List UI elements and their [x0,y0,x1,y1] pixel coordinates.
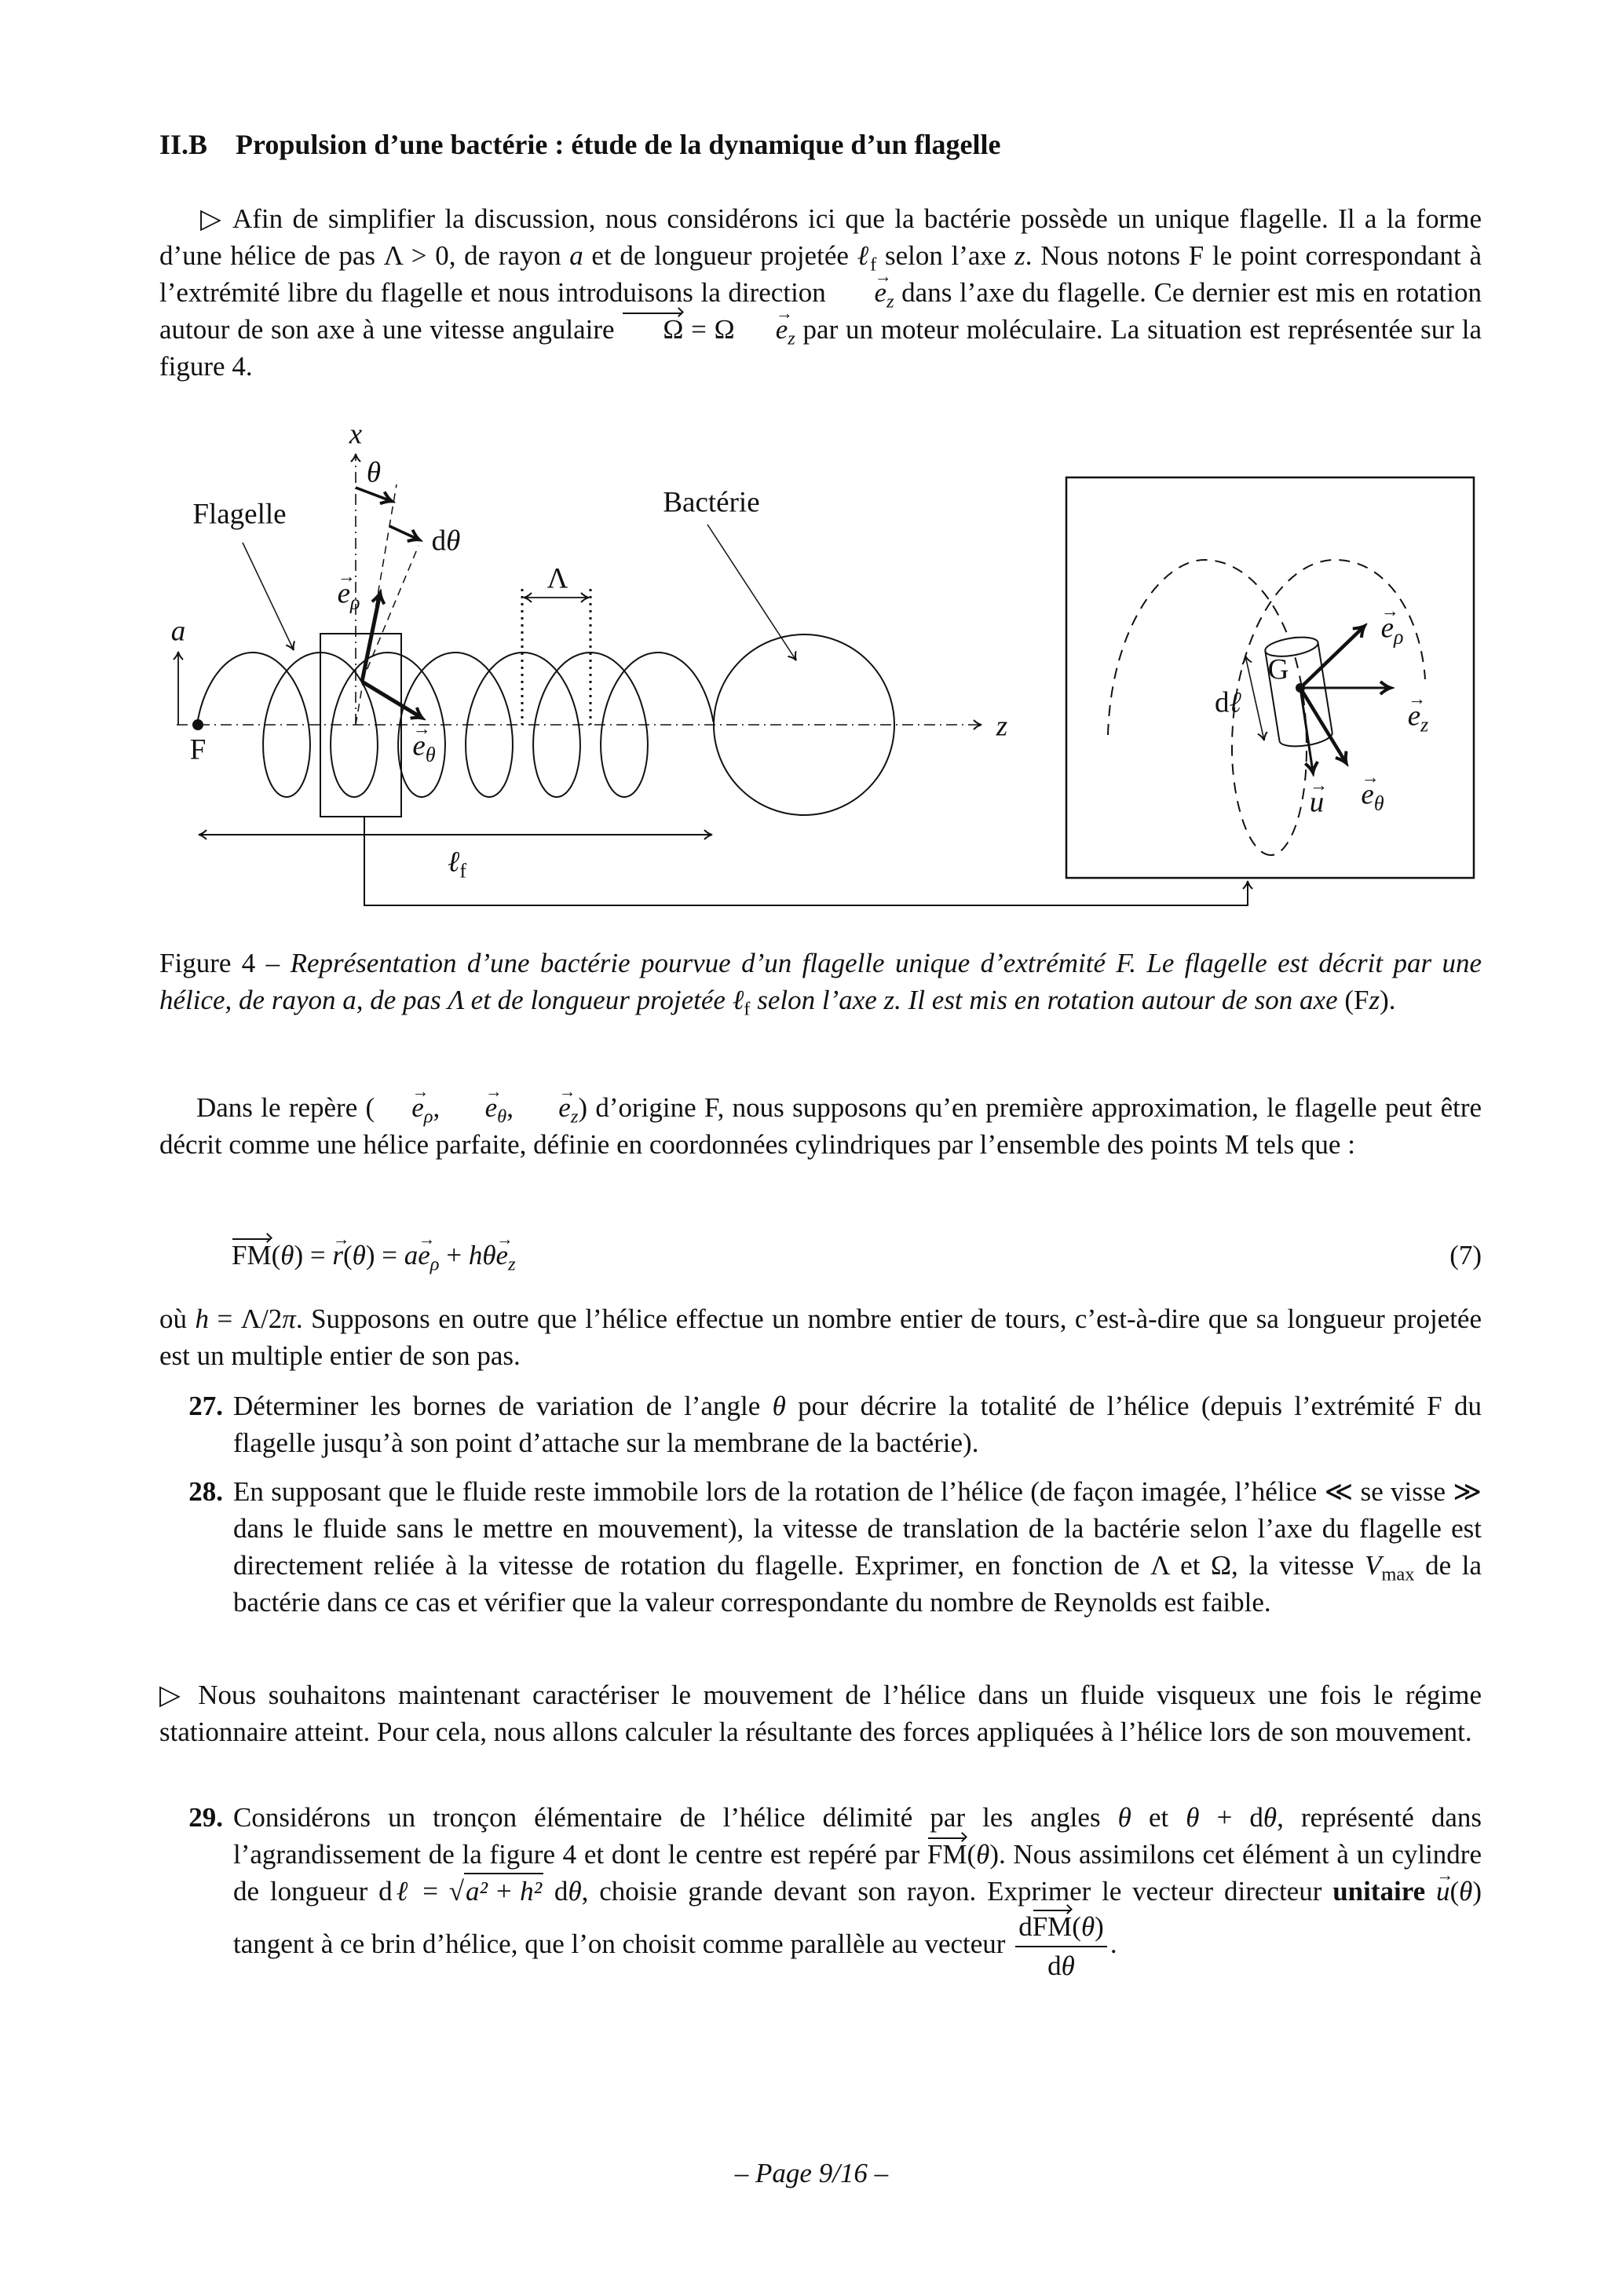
equation-number: (7) [1449,1240,1482,1270]
math-italic: θ [280,1240,294,1270]
text-run: ). [1380,985,1396,1015]
label-lf-sub: f [459,859,467,883]
text-run: Figure 4 – [159,948,291,978]
flagelle-pointer [243,543,294,650]
inset-label-u-base: → u [1310,788,1325,817]
vector-base: → e [735,316,788,343]
point-G [1296,683,1305,693]
math-italic: θ [976,1839,990,1870]
label-lf-l: ℓ [447,846,460,879]
equation-7 [159,1237,1482,1274]
text-run: = [411,1876,449,1907]
zoom-connector [364,817,1248,905]
label-e-rho-base: → e [338,579,350,609]
inset-label-e-rho [1380,612,1404,649]
text-run [1425,1876,1436,1907]
text-run: = Ω [683,314,735,345]
math-italic: θ [1459,1876,1473,1907]
math-italic: θ [1263,1802,1278,1833]
label-e-rho [337,577,360,614]
math-italic: V [1364,1550,1382,1581]
label-F: F [189,733,207,766]
inset-label-e-theta-base: → e [1361,781,1373,810]
fraction-denominator [1044,1947,1078,1983]
dtheta-line [362,546,419,682]
vector-subscript: z [886,291,894,313]
question-29 [233,1799,1482,1983]
section-title: Propulsion d’une bactérie : étude de la dynamique d’un flagelle [236,129,1001,160]
inset-e-rho-arrow [1300,627,1364,688]
text-run: ▷ Afin de simplifier la discussion, nous considérons ici que la bactérie possède un unique flagelle. Il a la forme d’une hélice de pas Λ > 0, de rayon [159,203,1482,271]
text-run: + d [1199,1802,1263,1833]
math-italic: Représentation d’une bactérie pourvue d’un flagelle unique d’extrémité F. Le flagelle est décrit par une hélice, de rayon a, de pas Λ et de longueur projetée ℓ [159,948,1482,1015]
vector-base: → r [332,1241,343,1269]
square-root [449,1877,543,1905]
label-e-theta-sub: θ [425,743,436,766]
fraction-numerator [1015,1910,1107,1947]
question-28-number: 28. [188,1476,223,1507]
label-dtheta [432,527,461,556]
text-run: Considérons un tronçon élémentaire de l’hélice délimité par les angles [233,1802,1118,1833]
inset-label-dl [1215,686,1241,719]
question-28 [233,1473,1482,1621]
math-italic: a [569,240,583,271]
inset-label-dl-l: ℓ [1229,686,1241,719]
label-bacterie: Bactérie [663,486,760,519]
text-run: où [159,1303,196,1334]
inset-label-e-theta-sub: θ [1373,792,1384,815]
text-run: Déterminer les bornes de variation de l’angle [233,1391,773,1421]
text-run: . Nous notons F le point correspondant à l’extrémité libre du flagelle et nous introduisons la direction [159,240,1482,308]
text-run: pour décrire la totalité de l’hélice (depuis l’extrémité F du flagelle jusqu’à son point d’attache sur la membrane de la bactérie). [233,1391,1482,1458]
vector-base: → e [521,1094,571,1121]
text-run: ) [1095,1911,1104,1942]
text-run: , [506,1092,522,1123]
math-italic: θ [772,1391,786,1421]
math-italic: z [1369,985,1380,1015]
math-italic: ℓ [857,240,871,271]
text-run: , [433,1092,448,1123]
label-x: x [349,418,363,451]
text-run: d [543,1876,568,1907]
text-run: selon l’axe [876,240,1015,271]
vector [495,1240,516,1275]
text-run: ( [342,1240,353,1270]
math-italic: z [1014,240,1025,271]
overrightarrow-vector: FM [1032,1911,1073,1942]
section-number: II.B [159,129,208,160]
text-run: (F [1344,985,1369,1015]
subscript: f [744,998,751,1020]
math-italic: θ [1117,1802,1131,1833]
vector-base: → e [448,1094,498,1121]
text-run: par un moteur moléculaire. La situation est représentée sur la figure 4. [159,314,1482,382]
label-theta: θ [366,456,382,489]
e-rho-arrow [362,594,380,682]
math-italic: ℓ [392,1876,412,1907]
bacterie-pointer [707,525,796,660]
text-run: et [1131,1802,1186,1833]
subscript: max [1381,1563,1415,1585]
dtheta-arrow [389,526,419,539]
math-italic: h [195,1303,209,1334]
inset-label-e-z-sub: z [1420,713,1429,737]
inset-label-G: G [1267,653,1289,686]
vector-subscript: z [570,1106,579,1128]
text-run: ) d’origine F, nous supposons qu’en première approximation, le flagelle peut être décrit comme une hélice parfaite, définie en coordonnées cylindriques par l’ensemble des points M tels que : [159,1092,1482,1160]
vector-subscript: ρ [430,1253,440,1275]
paragraph-frame [159,1089,1482,1163]
label-flagelle: Flagelle [192,498,287,531]
equation-body [232,1240,516,1275]
figure-caption [159,945,1482,1018]
text-run: = Λ/2 [208,1303,283,1334]
text-run: ) = [294,1240,333,1270]
text-run: ) = [365,1240,404,1270]
text-run: ( [271,1240,281,1270]
label-e-theta [412,729,436,766]
math-italic: π [282,1303,296,1334]
subscript: f [870,254,877,276]
vector-subscript: ρ [423,1106,433,1128]
math-italic: θ [568,1876,582,1907]
theta-arrow [356,488,391,501]
question-27 [233,1387,1482,1461]
math-italic: hθ [468,1240,496,1270]
text-run: ). Nous assimilons cet élément à un cylindre de longueur d [233,1839,1482,1907]
bold-text: unitaire [1332,1876,1426,1907]
vector [332,1240,343,1270]
text-run: . Supposons en outre que l’hélice effectue un nombre entier de tours, c’est-à-dire que sa longueur projetée est un multiple entier de son pas. [159,1303,1482,1371]
text-run: et de longueur projetée [583,240,857,271]
inset-label-u [1310,788,1325,817]
overrightarrow-vector: FM [927,1839,967,1870]
vector [375,1092,433,1128]
vector [418,1240,440,1275]
vector-subscript: z [508,1253,516,1275]
inset-label-e-z [1407,700,1429,737]
inset-label-dl-d: d [1215,686,1230,719]
math-italic: θ [1080,1911,1095,1942]
radical-sign: √ [448,1876,464,1907]
label-dtheta-d: d [431,525,447,558]
vector-base: → u [1436,1877,1450,1905]
math-italic: selon l’axe z. Il est mis en rotation autour de son axe [750,985,1345,1015]
overrightarrow-vector: Ω [622,316,683,343]
label-lambda: Λ [546,562,568,595]
text-run: de la bactérie dans ce cas et vérifier que la valeur correspondante du nombre de Reynolds est faible. [233,1550,1482,1618]
math-italic: θ [352,1240,366,1270]
text-run: ( [1072,1911,1081,1942]
text-run: dans l’axe du flagelle. Ce dernier est mis en rotation autour de son axe à une vitesse angulaire [159,277,1482,345]
label-z: z [996,710,1008,743]
paragraph-pitch [159,1300,1482,1374]
math-italic: θ [1061,1950,1075,1981]
text-run: + [439,1240,469,1270]
e-theta-arrow [362,682,422,718]
vector-base: → e [496,1241,509,1269]
text-run: ( [967,1839,977,1870]
vector-base: → e [375,1094,424,1121]
text-run: En supposant que le fluide reste immobile lors de la rotation de l’hélice (de façon imagée, l’hélice ≪ se visse ≫ dans le fluide sans le mettre en mouvement), la vitesse de translation de la bactérie selon l’axe du flagelle est directement reliée à la vitesse de rotation du flagelle. Exprimer, en fonction de Λ et Ω, la vitesse [233,1476,1482,1581]
math-italic: a [404,1240,419,1270]
fraction [1015,1910,1107,1983]
text-run: ( [1449,1876,1460,1907]
radicand: a² + h² [464,1873,543,1907]
dl-arrow [1245,656,1264,740]
vector-base: → e [833,279,886,306]
label-lf [447,846,467,883]
question-29-number: 29. [188,1802,223,1833]
inset-helix-a [1108,560,1307,855]
inset-label-e-rho-base: → e [1381,614,1394,643]
text-run: Dans le repère ( [196,1092,375,1123]
text-run: d [1047,1950,1062,1981]
question-27-number: 27. [188,1391,223,1421]
text-run: . [1109,1928,1117,1959]
label-dtheta-theta: θ [446,525,461,558]
vector-subscript: θ [497,1106,507,1128]
math-italic: θ [1186,1802,1200,1833]
page-footer: – Page 9/16 – [734,2158,889,2188]
text-run: ) tangent à ce brin d’hélice, que l’on choisit comme parallèle au vecteur [233,1876,1482,1959]
text-run: d [1018,1911,1033,1942]
vector-subscript: z [788,327,795,349]
label-e-theta-base: → e [412,732,425,761]
label-a: a [170,615,186,648]
label-e-rho-sub: ρ [350,590,360,614]
vector-base: → e [418,1241,430,1269]
inset-label-e-rho-sub: ρ [1394,625,1404,649]
inset-label-e-theta [1361,778,1384,815]
vector [1436,1876,1450,1907]
text-run: ▷ Nous souhaitons maintenant caractériser le mouvement de l’hélice dans un fluide visqueux une fois le régime stationnaire atteint. Pour cela, nous allons calculer la résultante des forces appliquées à l’hélice lors de son mouvement. [159,1680,1482,1747]
paragraph-forces [159,1676,1482,1750]
text-run: , représenté dans l’agrandissement de la figure 4 et dont le centre est repéré par [233,1802,1482,1870]
vector [448,1092,507,1128]
inset-label-e-z-base: → e [1408,702,1420,731]
text-run: , choisie grande devant son rayon. Exprimer le vecteur directeur [581,1876,1333,1907]
overrightarrow-vector: FM [232,1240,272,1270]
vector [521,1092,579,1128]
